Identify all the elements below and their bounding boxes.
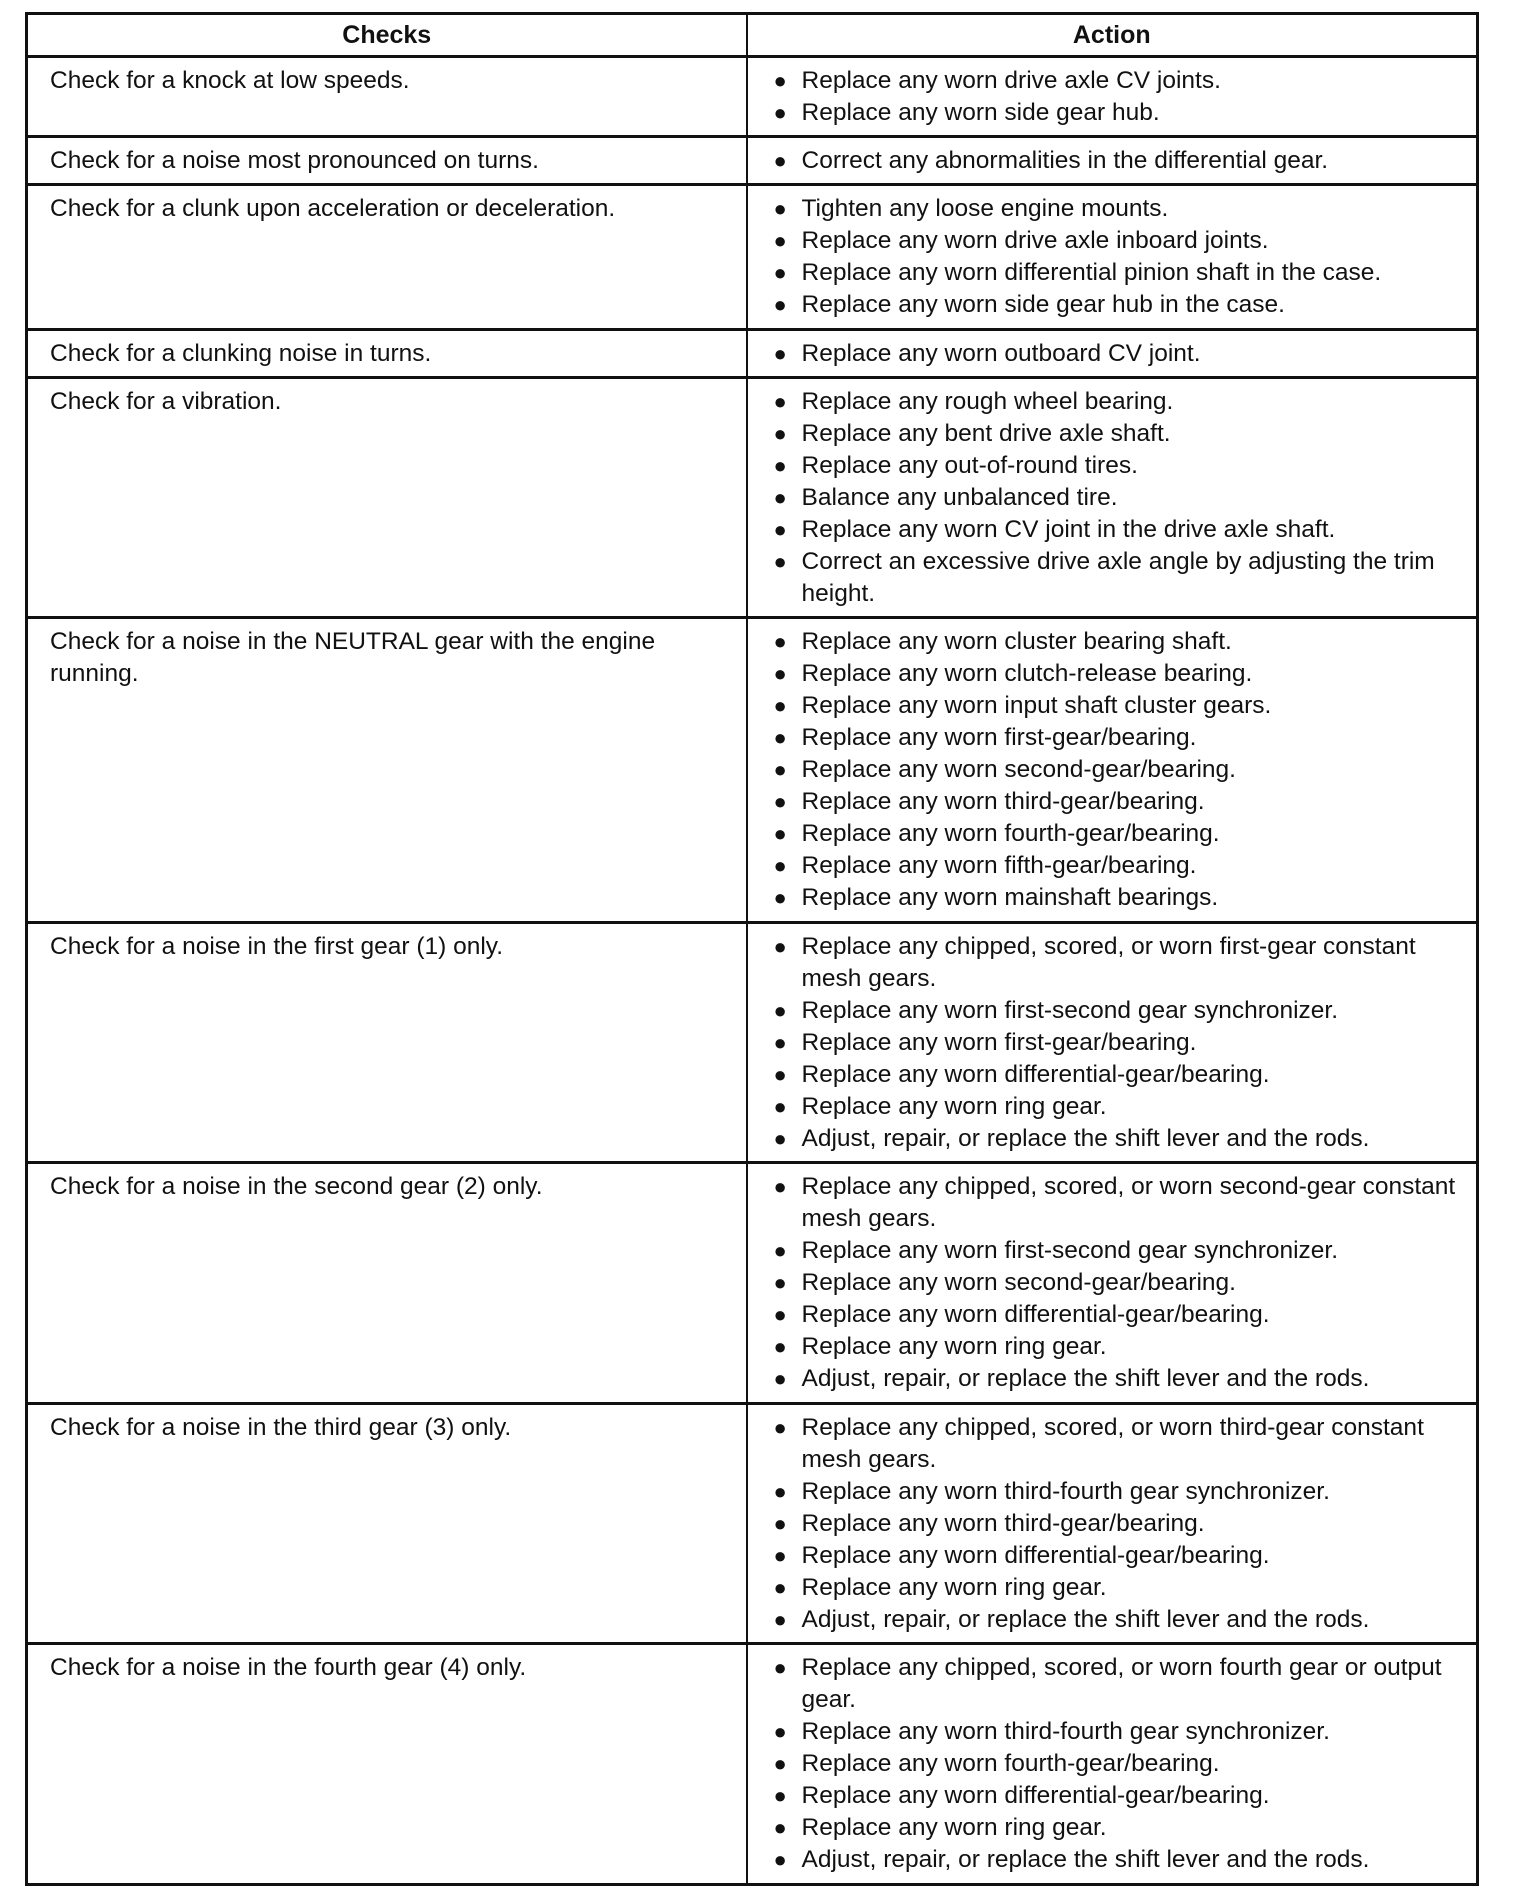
action-text: Replace any worn input shaft cluster gears. bbox=[801, 692, 1272, 720]
action-list bbox=[768, 1171, 1469, 1395]
action-text: Adjust, repair, or replace the shift lever and the rods. bbox=[801, 1365, 1370, 1393]
action-cell bbox=[747, 1644, 1478, 1885]
action-text: Replace any worn ring gear. bbox=[801, 1814, 1107, 1842]
action-item bbox=[768, 690, 1469, 722]
action-item bbox=[768, 1508, 1469, 1540]
check-cell: Check for a noise in the first gear (1) only. bbox=[27, 922, 747, 1163]
action-item bbox=[768, 1059, 1469, 1091]
action-text: Replace any worn drive axle CV joints. bbox=[801, 67, 1221, 94]
action-item bbox=[768, 850, 1469, 882]
action-item bbox=[768, 418, 1469, 450]
bullet-icon: ● bbox=[773, 1655, 787, 1681]
table-row-8 bbox=[27, 1163, 1478, 1404]
bullet-icon: ● bbox=[773, 228, 787, 254]
action-text: Tighten any loose engine mounts. bbox=[801, 195, 1169, 223]
action-text: Replace any worn differential-gear/bearing. bbox=[801, 1541, 1270, 1569]
action-item bbox=[768, 225, 1469, 257]
action-text: Replace any worn fourth-gear/bearing. bbox=[801, 1750, 1220, 1778]
action-text: Replace any worn third-fourth gear synchronizer. bbox=[801, 1477, 1330, 1505]
action-text: Replace any chipped, scored, or worn first-gear constant mesh gears. bbox=[801, 932, 1416, 992]
action-item bbox=[768, 1331, 1469, 1363]
bullet-icon: ● bbox=[773, 1061, 787, 1087]
bullet-icon: ● bbox=[773, 821, 787, 847]
header-row bbox=[27, 14, 1478, 57]
action-cell bbox=[747, 377, 1478, 618]
action-item bbox=[768, 1171, 1469, 1235]
action-item bbox=[768, 1235, 1469, 1267]
action-item bbox=[768, 658, 1469, 690]
action-text: Replace any worn differential-gear/bearing. bbox=[801, 1060, 1270, 1088]
action-item bbox=[768, 1716, 1469, 1748]
action-item bbox=[768, 482, 1469, 514]
action-item bbox=[768, 1572, 1469, 1604]
action-text: Replace any worn outboard CV joint. bbox=[801, 339, 1201, 367]
action-item bbox=[768, 754, 1469, 786]
check-cell: Check for a clunking noise in turns. bbox=[27, 329, 747, 377]
action-item bbox=[768, 1812, 1469, 1844]
bullet-icon: ● bbox=[773, 340, 787, 366]
action-item bbox=[768, 1604, 1469, 1636]
action-item bbox=[768, 722, 1469, 754]
bullet-icon: ● bbox=[773, 933, 787, 959]
bullet-icon: ● bbox=[773, 885, 787, 911]
check-cell: Check for a noise in the fourth gear (4) only. bbox=[27, 1644, 747, 1885]
action-list bbox=[768, 1412, 1469, 1636]
action-cell bbox=[747, 618, 1478, 923]
action-item bbox=[768, 289, 1469, 321]
bullet-icon: ● bbox=[773, 629, 787, 655]
action-item bbox=[768, 97, 1469, 129]
action-item bbox=[768, 338, 1469, 370]
bullet-icon: ● bbox=[773, 1478, 787, 1504]
check-cell: Check for a vibration. bbox=[27, 377, 747, 618]
action-item bbox=[768, 546, 1469, 610]
action-text: Balance any unbalanced tire. bbox=[801, 483, 1118, 511]
action-cell bbox=[747, 185, 1478, 329]
action-text: Replace any rough wheel bearing. bbox=[801, 387, 1174, 415]
bullet-icon: ● bbox=[773, 1270, 787, 1296]
action-text: Replace any worn differential pinion shaft in the case. bbox=[801, 259, 1382, 287]
bullet-icon: ● bbox=[773, 853, 787, 879]
table-row-1 bbox=[27, 57, 1478, 137]
action-text: Replace any worn cluster bearing shaft. bbox=[801, 628, 1232, 656]
action-list bbox=[768, 193, 1469, 321]
table-row-9 bbox=[27, 1403, 1478, 1644]
table-row-10 bbox=[27, 1644, 1478, 1885]
action-text: Replace any worn ring gear. bbox=[801, 1092, 1107, 1120]
action-cell bbox=[747, 137, 1478, 185]
action-text: Adjust, repair, or replace the shift lever and the rods. bbox=[801, 1846, 1370, 1874]
action-text: Adjust, repair, or replace the shift lever and the rods. bbox=[801, 1124, 1370, 1152]
action-cell bbox=[747, 57, 1478, 137]
bullet-icon: ● bbox=[773, 100, 787, 125]
action-text: Replace any worn second-gear/bearing. bbox=[801, 1269, 1236, 1297]
action-item bbox=[768, 1299, 1469, 1331]
action-text: Replace any worn drive axle inboard joints. bbox=[801, 227, 1269, 255]
action-text: Replace any chipped, scored, or worn fourth gear or output gear. bbox=[801, 1654, 1442, 1714]
header-action: Action bbox=[747, 14, 1478, 57]
action-text: Correct an excessive drive axle angle by adjusting the trim height. bbox=[801, 547, 1435, 607]
bullet-icon: ● bbox=[773, 1174, 787, 1200]
action-item bbox=[768, 1123, 1469, 1155]
diagnosis-table bbox=[25, 12, 1479, 1886]
action-item bbox=[768, 1267, 1469, 1299]
bullet-icon: ● bbox=[773, 148, 787, 174]
check-cell: Check for a knock at low speeds. bbox=[27, 57, 747, 137]
bullet-icon: ● bbox=[773, 1510, 787, 1536]
action-item bbox=[768, 626, 1469, 658]
action-list bbox=[768, 1652, 1469, 1876]
bullet-icon: ● bbox=[773, 1366, 787, 1392]
table-row-7 bbox=[27, 922, 1478, 1163]
action-item bbox=[768, 193, 1469, 225]
check-cell: Check for a noise in the NEUTRAL gear with the engine running. bbox=[27, 618, 747, 923]
table-body bbox=[27, 57, 1478, 1885]
action-list bbox=[768, 338, 1469, 370]
action-item bbox=[768, 1748, 1469, 1780]
bullet-icon: ● bbox=[773, 1302, 787, 1328]
action-text: Adjust, repair, or replace the shift lever and the rods. bbox=[801, 1605, 1370, 1633]
header-checks: Checks bbox=[27, 14, 747, 57]
action-item bbox=[768, 1476, 1469, 1508]
bullet-icon: ● bbox=[773, 725, 787, 751]
bullet-icon: ● bbox=[773, 1125, 787, 1151]
bullet-icon: ● bbox=[773, 388, 787, 414]
bullet-icon: ● bbox=[773, 420, 787, 446]
action-list bbox=[768, 145, 1469, 177]
action-item bbox=[768, 931, 1469, 995]
action-item bbox=[768, 882, 1469, 914]
action-list bbox=[768, 386, 1469, 610]
bullet-icon: ● bbox=[773, 997, 787, 1023]
bullet-icon: ● bbox=[773, 1542, 787, 1568]
bullet-icon: ● bbox=[773, 516, 787, 542]
action-item bbox=[768, 1540, 1469, 1572]
action-text: Replace any worn third-fourth gear synchronizer. bbox=[801, 1718, 1330, 1746]
action-item bbox=[768, 65, 1469, 97]
bullet-icon: ● bbox=[773, 757, 787, 783]
action-text: Replace any worn fifth-gear/bearing. bbox=[801, 852, 1197, 880]
bullet-icon: ● bbox=[773, 1783, 787, 1809]
action-text: Replace any worn first-gear/bearing. bbox=[801, 724, 1197, 752]
action-cell bbox=[747, 1163, 1478, 1404]
action-item bbox=[768, 514, 1469, 546]
bullet-icon: ● bbox=[773, 68, 787, 93]
bullet-icon: ● bbox=[773, 1719, 787, 1745]
action-text: Replace any out-of-round tires. bbox=[801, 451, 1138, 479]
bullet-icon: ● bbox=[773, 1847, 787, 1873]
table-row-3 bbox=[27, 185, 1478, 329]
bullet-icon: ● bbox=[773, 789, 787, 815]
table-row-5 bbox=[27, 377, 1478, 618]
bullet-icon: ● bbox=[773, 693, 787, 719]
bullet-icon: ● bbox=[773, 1029, 787, 1055]
bullet-icon: ● bbox=[773, 452, 787, 478]
action-list bbox=[768, 931, 1469, 1155]
action-item bbox=[768, 818, 1469, 850]
action-text: Replace any worn second-gear/bearing. bbox=[801, 756, 1236, 784]
action-text: Replace any worn ring gear. bbox=[801, 1333, 1107, 1361]
bullet-icon: ● bbox=[773, 1414, 787, 1440]
action-text: Replace any worn mainshaft bearings. bbox=[801, 884, 1219, 912]
action-item bbox=[768, 1412, 1469, 1476]
check-cell: Check for a noise in the third gear (3) only. bbox=[27, 1403, 747, 1644]
check-cell: Check for a clunk upon acceleration or deceleration. bbox=[27, 185, 747, 329]
action-item bbox=[768, 386, 1469, 418]
action-text: Replace any worn differential-gear/bearing. bbox=[801, 1301, 1270, 1329]
bullet-icon: ● bbox=[773, 548, 787, 574]
action-text: Replace any worn side gear hub in the case. bbox=[801, 291, 1285, 319]
action-item bbox=[768, 145, 1469, 177]
action-text: Replace any worn ring gear. bbox=[801, 1573, 1107, 1601]
action-text: Replace any worn third-gear/bearing. bbox=[801, 1509, 1205, 1537]
bullet-icon: ● bbox=[773, 1334, 787, 1360]
action-text: Replace any worn fourth-gear/bearing. bbox=[801, 820, 1220, 848]
bullet-icon: ● bbox=[773, 260, 787, 286]
bullet-icon: ● bbox=[773, 1093, 787, 1119]
bullet-icon: ● bbox=[773, 1238, 787, 1264]
check-cell: Check for a noise most pronounced on turns. bbox=[27, 137, 747, 185]
action-item bbox=[768, 1844, 1469, 1876]
bullet-icon: ● bbox=[773, 196, 787, 222]
action-text: Replace any worn CV joint in the drive axle shaft. bbox=[801, 515, 1336, 543]
action-text: Replace any worn first-second gear synchronizer. bbox=[801, 1237, 1339, 1265]
table-row-6 bbox=[27, 618, 1478, 923]
table-row-4 bbox=[27, 329, 1478, 377]
action-text: Replace any worn third-gear/bearing. bbox=[801, 788, 1205, 816]
bullet-icon: ● bbox=[773, 292, 787, 318]
bullet-icon: ● bbox=[773, 484, 787, 510]
action-cell bbox=[747, 329, 1478, 377]
action-item bbox=[768, 1363, 1469, 1395]
action-item bbox=[768, 450, 1469, 482]
action-item bbox=[768, 1780, 1469, 1812]
action-text: Replace any chipped, scored, or worn second-gear constant mesh gears. bbox=[801, 1173, 1456, 1233]
check-cell: Check for a noise in the second gear (2) only. bbox=[27, 1163, 747, 1404]
action-cell bbox=[747, 1403, 1478, 1644]
action-item bbox=[768, 995, 1469, 1027]
action-text: Replace any worn differential-gear/bearing. bbox=[801, 1782, 1270, 1810]
action-item bbox=[768, 1027, 1469, 1059]
bullet-icon: ● bbox=[773, 1751, 787, 1777]
action-text: Replace any worn side gear hub. bbox=[801, 99, 1160, 126]
action-item bbox=[768, 1091, 1469, 1123]
action-list bbox=[768, 626, 1469, 914]
bullet-icon: ● bbox=[773, 661, 787, 687]
action-item bbox=[768, 1652, 1469, 1716]
action-item bbox=[768, 257, 1469, 289]
bullet-icon: ● bbox=[773, 1574, 787, 1600]
action-cell bbox=[747, 922, 1478, 1163]
action-text: Replace any bent drive axle shaft. bbox=[801, 419, 1171, 447]
table-row-2 bbox=[27, 137, 1478, 185]
action-text: Replace any worn first-second gear synchronizer. bbox=[801, 996, 1339, 1024]
action-text: Replace any worn first-gear/bearing. bbox=[801, 1028, 1197, 1056]
action-text: Correct any abnormalities in the differential gear. bbox=[801, 147, 1329, 175]
bullet-icon: ● bbox=[773, 1606, 787, 1632]
bullet-icon: ● bbox=[773, 1815, 787, 1841]
action-text: Replace any chipped, scored, or worn third-gear constant mesh gears. bbox=[801, 1413, 1424, 1473]
action-item bbox=[768, 786, 1469, 818]
action-text: Replace any worn clutch-release bearing. bbox=[801, 660, 1253, 688]
action-list bbox=[768, 65, 1469, 129]
